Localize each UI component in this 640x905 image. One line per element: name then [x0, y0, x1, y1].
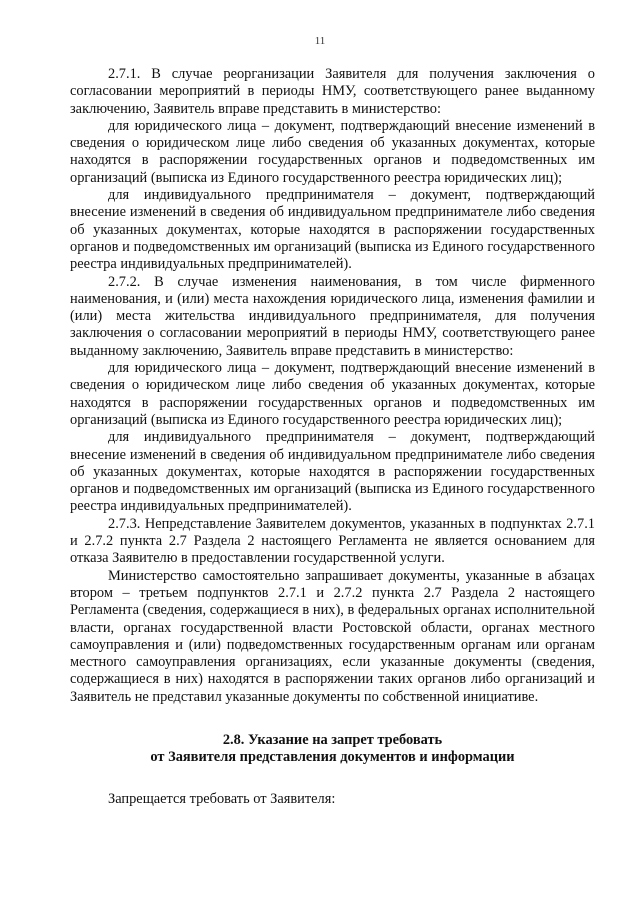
- paragraph-2-7-1: 2.7.1. В случае реорганизации Заявителя для получения заключения о согласовании мероприятий в периоды НМУ, соответствующего ранее выданному заключению, Заявитель вправе представить в министерство:: [70, 66, 595, 117]
- page-number: 11: [314, 35, 326, 47]
- paragraph-individual-entrepreneur: для индивидуального предпринимателя – документ, подтверждающий внесение изменений в сведения об индивидуальном предпринимателе либо сведения об указанных документах, которые находятся в распоряжении государственных органов и подведомственных им организаций (выписка из Единого государственного реестра индивидуальных предпринимателей).: [70, 187, 595, 273]
- document-body: [70, 66, 595, 808]
- paragraph-prohibition-intro: Запрещается требовать от Заявителя:: [108, 790, 336, 807]
- paragraph-2-7-2: 2.7.2. В случае изменения наименования, в том числе фирменного наименования, и (или) места нахождения юридического лица, изменения фамилии и (или) места жительства индивидуального предпринимателя, для получения заключения о согласовании мероприятий в периоды НМУ, соответствующего ранее выданному заключению, Заявитель вправе представить в министерство:: [70, 273, 595, 359]
- paragraph-individual-entrepreneur: для индивидуального предпринимателя – документ, подтверждающий внесение изменений в сведения об индивидуальном предпринимателе либо сведения об указанных документах, которые находятся в распоряжении государственных органов и подведомственных им организаций (выписка из Единого государственного реестра индивидуальных предпринимателей).: [70, 429, 595, 515]
- section-heading-2-8: [70, 732, 595, 767]
- paragraph-2-7-3: 2.7.3. Непредставление Заявителем документов, указанных в подпунктах 2.7.1 и 2.7.2 пункта 2.7 Раздела 2 настоящего Регламента не является основанием для отказа Заявителю в предоставлении государственной услуги.: [70, 515, 595, 567]
- section-heading-line: от Заявителя представления документов и информации: [150, 749, 515, 766]
- paragraph-legal-entity: для юридического лица – документ, подтверждающий внесение изменений в сведения о юридическом лице либо сведения об указанных документах, которые находятся в распоряжении государственных органов и подведомственных им организаций (выписка из Единого государственного реестра юридических лиц);: [70, 117, 595, 186]
- section-heading-line: 2.8. Указание на запрет требовать: [222, 731, 443, 748]
- paragraph-legal-entity: для юридического лица – документ, подтверждающий внесение изменений в сведения о юридическом лице либо сведения об указанных документах, которые находятся в распоряжении государственных органов и подведомственных им организаций (выписка из Единого государственного реестра юридических лиц);: [70, 360, 595, 428]
- paragraph-ministry-requests: Министерство самостоятельно запрашивает документы, указанные в абзацах втором – третьем подпунктов 2.7.1 и 2.7.2 пункта 2.7 Раздела 2 настоящего Регламента (сведения, содержащиеся в них), в федеральных органах исполнительной власти, органах государственной власти Ростовской области, органах местного самоуправления и (или) подведомственных государственным органам или органам местного самоуправления организациях, если указанные документы (сведения, содержащиеся в них) находятся в распоряжении таких органов либо организаций и Заявитель не представил указанные документы по собственной инициативе.: [70, 567, 595, 705]
